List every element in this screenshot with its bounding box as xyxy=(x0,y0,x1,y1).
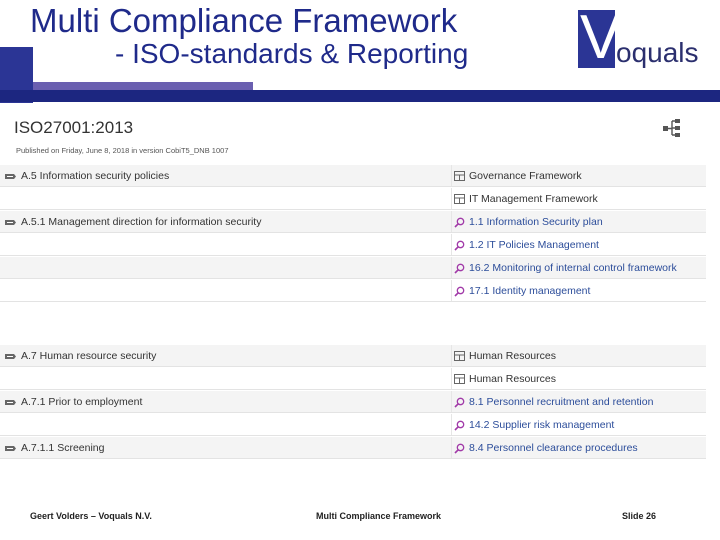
table-row xyxy=(0,414,706,436)
mapped-control-label: 16.2 Monitoring of internal control framework xyxy=(469,262,677,274)
framework-icon xyxy=(454,194,465,204)
document-meta: Published on Friday, June 8, 2018 in version CobiT5_DNB 1007 xyxy=(16,146,229,155)
requirement-icon xyxy=(4,173,17,180)
requirement-icon xyxy=(4,219,17,226)
logo-letter: V xyxy=(580,3,622,72)
row-divider xyxy=(0,458,706,459)
search-icon xyxy=(454,397,465,408)
mapped-control-cell[interactable] xyxy=(451,211,706,233)
row-divider xyxy=(0,209,706,210)
mapped-control-cell[interactable] xyxy=(451,391,706,413)
search-icon xyxy=(454,443,465,454)
search-icon xyxy=(454,217,465,228)
document-title: ISO27001:2013 xyxy=(14,118,134,137)
search-icon xyxy=(454,286,465,297)
row-divider xyxy=(0,186,706,187)
table-row xyxy=(0,188,706,210)
requirement-cell xyxy=(4,188,444,210)
table-row xyxy=(0,257,706,279)
requirement-cell[interactable] xyxy=(4,437,444,459)
mapped-control-cell[interactable] xyxy=(451,234,706,256)
framework-icon xyxy=(454,171,465,181)
mapped-control-cell[interactable] xyxy=(451,345,706,367)
mapped-control-label: 1.2 IT Policies Management xyxy=(469,239,599,251)
search-icon xyxy=(454,263,465,274)
requirement-icon xyxy=(4,445,17,452)
table-row xyxy=(0,368,706,390)
mapped-control-cell[interactable] xyxy=(451,188,706,210)
framework-icon xyxy=(454,374,465,384)
row-divider xyxy=(0,389,706,390)
requirement-icon xyxy=(4,353,17,360)
slide-title: Multi Compliance Framework xyxy=(30,2,458,39)
framework-icon xyxy=(454,351,465,361)
mapped-control-cell[interactable] xyxy=(451,368,706,390)
mapped-control-label: 17.1 Identity management xyxy=(469,285,591,297)
table-row xyxy=(0,345,706,367)
decorative-header-band xyxy=(0,90,720,102)
requirement-cell xyxy=(4,234,444,256)
mapped-control-label: 1.1 Information Security plan xyxy=(469,216,603,228)
mapped-control-cell[interactable] xyxy=(451,165,706,187)
requirement-label: A.5 Information security policies xyxy=(21,170,170,182)
requirement-cell xyxy=(4,257,444,279)
mapped-control-cell[interactable] xyxy=(451,437,706,459)
row-divider xyxy=(0,232,706,233)
search-icon xyxy=(454,420,465,431)
mapped-control-label: Governance Framework xyxy=(469,170,582,182)
footer-slide-number: Slide 26 xyxy=(622,511,657,521)
table-row xyxy=(0,391,706,413)
footer-author: Geert Volders – Voquals N.V. xyxy=(30,511,152,521)
slide-subtitle: - ISO-standards & Reporting xyxy=(115,38,469,69)
row-divider xyxy=(0,366,706,367)
mapped-control-label: Human Resources xyxy=(469,350,556,362)
table-row xyxy=(0,165,706,187)
requirement-cell xyxy=(4,368,444,390)
table-row xyxy=(0,437,706,459)
table-row xyxy=(0,234,706,256)
requirement-cell[interactable] xyxy=(4,391,444,413)
footer-title: Multi Compliance Framework xyxy=(316,511,442,521)
requirement-label: A.5.1 Management direction for information security xyxy=(21,216,262,228)
requirement-label: A.7.1.1 Screening xyxy=(21,442,105,454)
table-row xyxy=(0,280,706,302)
requirement-label: A.7.1 Prior to employment xyxy=(21,396,143,408)
mapped-control-label: IT Management Framework xyxy=(469,193,598,205)
requirement-label: A.7 Human resource security xyxy=(21,350,157,362)
table-row xyxy=(0,211,706,233)
row-divider xyxy=(0,278,706,279)
voquals-logo xyxy=(578,3,718,72)
requirement-cell[interactable] xyxy=(4,165,444,187)
search-icon xyxy=(454,240,465,251)
row-divider xyxy=(0,412,706,413)
logo-wordmark: oquals xyxy=(616,37,699,68)
screenshot-content xyxy=(0,103,720,503)
requirement-cell[interactable] xyxy=(4,345,444,367)
mapped-control-label: Human Resources xyxy=(469,373,556,385)
mapped-control-label: 8.4 Personnel clearance procedures xyxy=(469,442,638,454)
requirement-cell xyxy=(4,280,444,302)
row-divider xyxy=(0,301,706,302)
mapped-control-cell[interactable] xyxy=(451,414,706,436)
decorative-accent-band xyxy=(33,82,253,90)
mapped-control-cell[interactable] xyxy=(451,280,706,302)
row-divider xyxy=(0,255,706,256)
requirement-cell[interactable] xyxy=(4,211,444,233)
mapped-control-label: 8.1 Personnel recruitment and retention xyxy=(469,396,654,408)
mapped-control-cell[interactable] xyxy=(451,257,706,279)
row-divider xyxy=(0,435,706,436)
requirement-icon xyxy=(4,399,17,406)
tree-structure-icon[interactable] xyxy=(662,118,682,138)
mapped-control-label: 14.2 Supplier risk management xyxy=(469,419,615,431)
requirement-cell xyxy=(4,414,444,436)
